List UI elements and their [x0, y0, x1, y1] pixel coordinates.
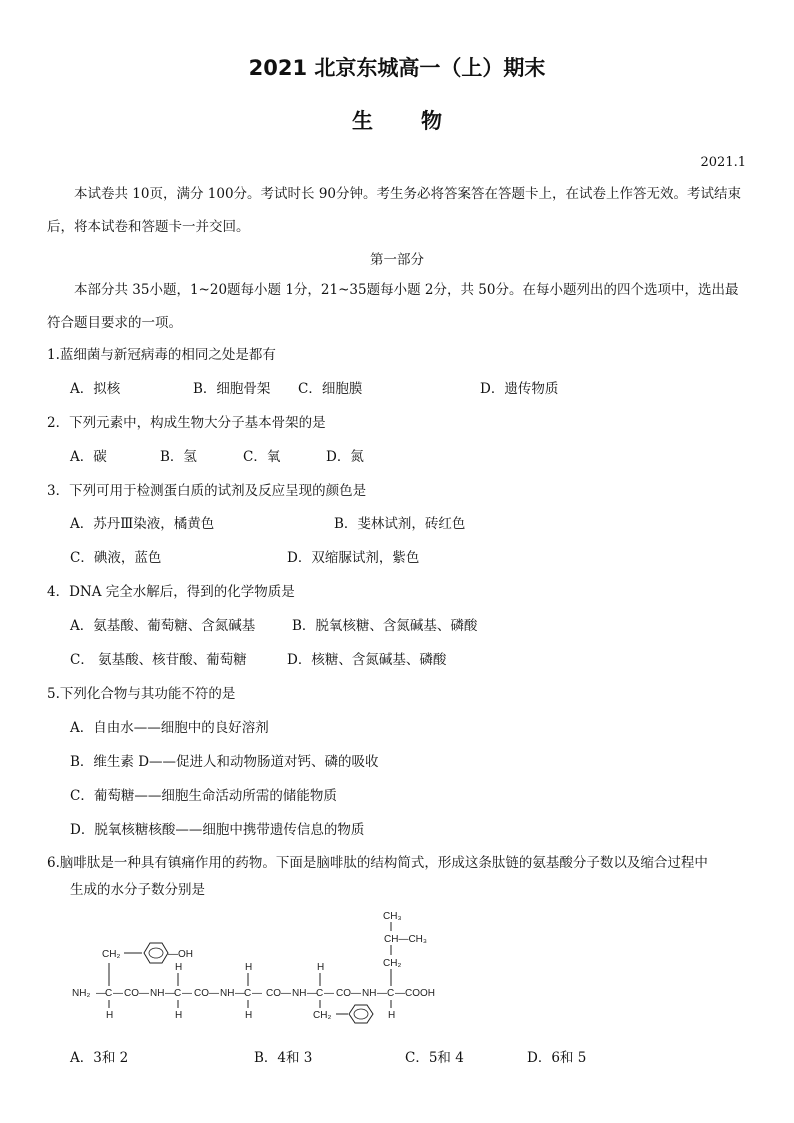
struct-r3-h-bottom: H	[245, 1010, 253, 1021]
question-3-option-d: D．双缩脲试剂，紫色	[287, 550, 420, 566]
question-2-option-b: B．氢	[160, 449, 197, 465]
struct-r2-h-top: H	[175, 962, 183, 973]
question-4-option-c: C． 氨基酸、核苷酸、葡萄糖	[70, 652, 247, 668]
struct-co1: CO	[124, 988, 139, 999]
question-3-option-a: A．苏丹Ⅲ染液，橘黄色	[70, 516, 215, 532]
struct-r1-ch2: CH₂	[102, 949, 121, 960]
question-5-stem: 5.下列化合物与其功能不符的是	[47, 686, 236, 702]
struct-dash: —	[96, 988, 106, 999]
struct-nh2: NH₂	[72, 988, 91, 999]
subject-char-2: 物	[421, 109, 442, 133]
question-2-option-a: A．碳	[70, 449, 107, 465]
struct-nh4: NH	[362, 988, 377, 999]
question-6-stem-line-1: 6.脑啡肽是一种具有镇痛作用的药物。下面是脑啡肽的结构简式，形成这条肽链的氨基酸分子数以及缩合过程中	[47, 855, 708, 871]
question-5-option-b: B．维生素 D——促进人和动物肠道对钙、磷的吸收	[70, 754, 379, 770]
question-4-option-a: A．氨基酸、葡萄糖、含氮碱基	[70, 618, 256, 634]
struct-co2: CO	[194, 988, 209, 999]
question-4-option-d: D．核糖、含氮碱基、磷酸	[287, 652, 447, 668]
question-5-option-d: D．脱氧核糖核酸——细胞中携带遗传信息的物质	[70, 822, 365, 838]
struct-nh2b: NH	[220, 988, 235, 999]
struct-r3-h-top: H	[245, 962, 253, 973]
struct-co3: CO	[266, 988, 281, 999]
question-5-option-c: C．葡萄糖——细胞生命活动所需的储能物质	[70, 788, 337, 804]
struct-c5: C	[387, 988, 395, 999]
part-title: 第一部分	[370, 252, 424, 268]
struct-oh: —OH	[168, 949, 193, 960]
struct-dash: —	[351, 988, 361, 999]
question-6-option-d: D．6和 5	[527, 1050, 587, 1066]
struct-dash: —	[139, 988, 149, 999]
exam-date: 2021.1	[700, 155, 746, 170]
struct-c2: C	[174, 988, 182, 999]
struct-dash: —	[307, 988, 317, 999]
struct-co4: CO	[336, 988, 351, 999]
struct-dash: —	[324, 988, 334, 999]
struct-dash: —	[395, 988, 405, 999]
struct-r2-h-bottom: H	[175, 1010, 183, 1021]
struct-r5-ch: CH—CH₃	[384, 934, 427, 945]
struct-c4: C	[316, 988, 324, 999]
struct-dash: —	[182, 988, 192, 999]
struct-r5-ch2: CH₂	[383, 958, 402, 969]
benzene-ring-1	[144, 943, 168, 963]
question-2-option-c: C．氧	[243, 449, 281, 465]
question-1-option-a: A．拟核	[70, 381, 121, 397]
intro-paragraph: 本试卷共 10页，满分 100分。考试时长 90分钟。考生务必将答案答在答题卡上，在试卷上作答无效。考试结束后，将本试卷和答题卡一并交回。	[47, 186, 741, 235]
question-6-option-c: C．5和 4	[405, 1050, 464, 1066]
benzene-ring-2	[349, 1005, 373, 1023]
struct-c1: C	[105, 988, 113, 999]
page-title: 2021 北京东城高一（上）期末	[248, 56, 546, 80]
question-3-option-b: B．斐林试剂，砖红色	[334, 516, 466, 532]
struct-nh3: NH	[292, 988, 307, 999]
question-1-option-d: D．遗传物质	[480, 381, 559, 397]
subject-char-1: 生	[352, 109, 373, 133]
struct-dash: —	[281, 988, 291, 999]
struct-r5-ch3: CH₃	[383, 911, 402, 922]
question-3-stem: 3．下列可用于检测蛋白质的试剂及反应呈现的颜色是	[47, 483, 367, 499]
struct-r4-h-top: H	[317, 962, 325, 973]
struct-r4-ch2: CH₂	[313, 1010, 332, 1021]
struct-r5-h-bottom: H	[388, 1010, 396, 1021]
struct-cooh: COOH	[405, 988, 435, 999]
question-1-option-c: C．细胞膜	[298, 381, 363, 397]
struct-r1-h: H	[106, 1010, 114, 1021]
question-4-option-b: B．脱氧核糖、含氮碱基、磷酸	[292, 618, 478, 634]
struct-dash: —	[377, 988, 387, 999]
struct-dash: —	[252, 988, 262, 999]
question-6-option-a: A．3和 2	[70, 1050, 129, 1066]
struct-dash: —	[209, 988, 219, 999]
question-2-stem: 2．下列元素中，构成生物大分子基本骨架的是	[47, 415, 326, 431]
question-5-option-a: A．自由水——细胞中的良好溶剂	[70, 720, 269, 736]
question-3-option-c: C．碘液，蓝色	[70, 550, 162, 566]
struct-c3: C	[244, 988, 252, 999]
question-6-option-b: B．4和 3	[254, 1050, 313, 1066]
question-6-stem-line-2: 生成的水分子数分别是	[70, 882, 205, 898]
struct-nh1: NH	[150, 988, 165, 999]
question-4-stem: 4．DNA 完全水解后，得到的化学物质是	[47, 584, 295, 600]
enkephalin-structure-diagram	[60, 905, 480, 1025]
subject-title	[0, 105, 794, 135]
question-1-stem: 1.蓝细菌与新冠病毒的相同之处是都有	[47, 347, 276, 363]
part-instructions: 本部分共 35小题，1~20题每小题 1分，21~35题每小题 2分，共 50分。在每小题列出的四个选项中，选出最符合题目要求的一项。	[47, 282, 739, 331]
struct-dash: —	[113, 988, 123, 999]
struct-dash: —	[235, 988, 245, 999]
question-1-option-b: B．细胞骨架	[193, 381, 271, 397]
question-2-option-d: D．氮	[326, 449, 364, 465]
struct-dash: —	[165, 988, 175, 999]
